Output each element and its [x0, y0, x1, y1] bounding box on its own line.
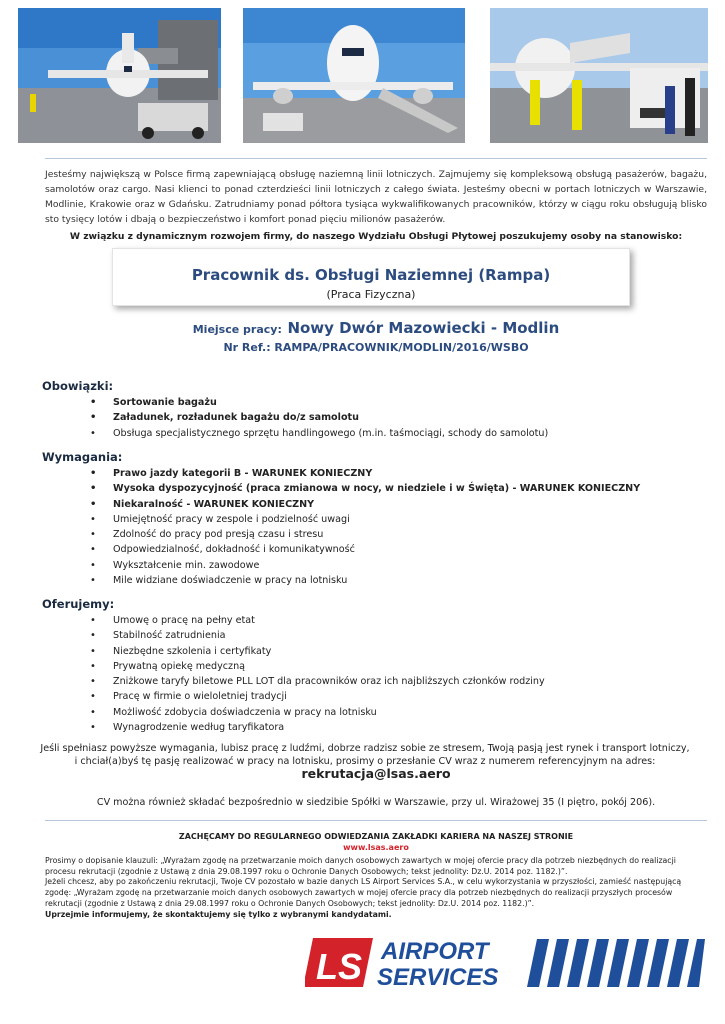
list-item: • Zniżkowe taryfy biletowe PLL LOT dla pracowników oraz ich najbliższych członków rodziny [42, 674, 682, 689]
recruitment-email-link[interactable]: rekrutacja@lsas.aero [301, 766, 451, 781]
legal-clauses [45, 856, 707, 920]
cv-note: CV można również składać bezpośrednio w siedzibie Spółki w Warszawie, przy ul. Wirażowej 35 (I piętro, pokój 206). [96, 797, 656, 808]
list-item: • Umowę o pracę na pełny etat [42, 613, 682, 628]
workplace-value: Nowy Dwór Mazowiecki - Modlin [287, 319, 560, 337]
duties-list [42, 395, 682, 441]
list-item: • Prawo jazdy kategorii B - WARUNEK KONIECZNY [42, 466, 682, 481]
website-link[interactable]: www.lsas.aero [343, 843, 409, 852]
svg-text:LS: LS [316, 946, 363, 987]
career-encourage: ZACHĘCAMY DO REGULARNEGO ODWIEDZANIA ZAKŁADKI KARIERA NA NASZEJ STRONIE [178, 832, 574, 841]
list-item: • Stabilność zatrudnienia [42, 628, 682, 643]
list-item: • Wykształcenie min. zawodowe [42, 558, 682, 573]
consent-clause: Prosimy o dopisanie klauzuli: „Wyrażam zgodę na przetwarzanie moich danych osobowych zawartych w mojej ofercie pracy dla potrzeb niezbędnych do realizacji procesu rekrutacji (zgodnie z Ustawą z dnia 29.08.1997 roku o Ochronie Danych Osobowych; tekst jednolity: Dz.U. 2014 poz. 1182.)”. [45, 856, 676, 876]
list-item: • Zdolność do pracy pod presją czasu i stresu [42, 527, 682, 542]
list-item: • Obsługa specjalistycznego sprzętu handlingowego (m.in. taśmociągi, schody do samolotu) [42, 426, 682, 441]
future-consent-clause: Jeżeli chcesz, aby po zakończeniu rekrutacji, Twoje CV pozostało w bazie danych LS Airport Services S.A., w celu wykorzystania w przyszłości, zamieść następującą zgodę: „Wyrażam zgodę na przetwarzanie moich danych osobowych zawartych w mojej ofercie pracy dla potrzeb niezbędnych do realizacji przyszłych procesów rekrutacji (zgodnie z Ustawą z dnia 29.08.1997 roku o Ochronie Danych Osobowych; tekst jednolity: Dz.U. 2014 poz. 1182.)”. [45, 877, 682, 908]
photo-strip [18, 8, 708, 143]
duties-heading: Obowiązki: [42, 379, 114, 393]
list-item: • Wysoka dyspozycyjność (praca zmianowa w nocy, w niedziele i w Święta) - WARUNEK KONIECZNY [42, 481, 682, 496]
workplace [45, 318, 707, 337]
company-intro: Jesteśmy największą w Polsce firmą zapewniającą obsługę naziemną linii lotniczych. Zajmujemy się kompleksową obsługą pasażerów, bagażu, samolotów oraz cargo. Nasi klienci to ponad czterdzieści linii lotniczych z całego świata. Jesteśmy obecni w portach lotniczych w Warszawie, Modlinie, Krakowie oraz w Gdańsku. Zatrudniamy ponad półtora tysiąca wykwalifikowanych pracowników, którzy w ciągu roku obsługują blisko sto tysięcy lotów i dbają o bezpieczeństwo i komfort ponad pięciu milionów pasażerów. [45, 169, 707, 225]
list-item: • Niezbędne szkolenia i certyfikaty [42, 644, 682, 659]
list-item: • Załadunek, rozładunek bagażu do/z samolotu [42, 410, 682, 425]
offer-list [42, 613, 682, 735]
svg-text:SERVICES: SERVICES [377, 964, 499, 990]
application-text: Jeśli spełniasz powyższe wymagania, lubisz pracę z ludźmi, dobrze radzisz sobie ze stresem, Twoją pasją jest rynek i transport lotniczy, i chciał(a)byś tę pasję realizować w pracy na lotnisku, prosimy o przesłanie CV wraz z numerem referencyjnym na adres: [40, 743, 690, 767]
list-item: • Niekaralność - WARUNEK KONIECZNY [42, 497, 682, 512]
photo-ground-crew [490, 8, 708, 143]
requirements-list [42, 466, 682, 588]
reference-number: Nr Ref.: RAMPA/PRACOWNIK/MODLIN/2016/WSBO [223, 341, 529, 354]
photo-jetbridge [18, 8, 221, 143]
position-title: Pracownik ds. Obsługi Naziemnej (Rampa) [191, 266, 551, 284]
divider-bottom [45, 820, 707, 821]
position-subtitle: (Praca Fizyczna) [326, 288, 416, 301]
ls-airport-services-logo [305, 935, 705, 990]
list-item: • Możliwość zdobycia doświadczenia w pracy na lotnisku [42, 705, 682, 720]
list-item: • Pracę w firmie o wieloletniej tradycji [42, 689, 682, 704]
position-title-box [112, 248, 630, 306]
workplace-label: Miejsce pracy: [192, 323, 282, 336]
list-item: • Prywatną opiekę medyczną [42, 659, 682, 674]
list-item: • Mile widziane doświadczenie w pracy na lotnisku [42, 573, 682, 588]
divider-top [45, 158, 707, 159]
list-item: • Sortowanie bagażu [42, 395, 682, 410]
contact-notice: Uprzejmie informujemy, że skontaktujemy się tylko z wybranymi kandydatami. [45, 909, 392, 919]
requirements-heading: Wymagania: [42, 450, 123, 464]
svg-text:AIRPORT: AIRPORT [381, 938, 489, 965]
offer-heading: Oferujemy: [42, 597, 115, 611]
requirements-section [42, 450, 682, 588]
list-item: • Umiejętność pracy w zespole i podzielność uwagi [42, 512, 682, 527]
duties-section [42, 379, 682, 441]
offer-section [42, 597, 682, 735]
list-item: • Wynagrodzenie według taryfikatora [42, 720, 682, 735]
lead-sentence: W związku z dynamicznym rozwojem firmy, do naszego Wydziału Obsługi Płytowej poszukujemy osoby na stanowisko: [69, 231, 683, 242]
list-item: • Odpowiedzialność, dokładność i komunikatywność [42, 542, 682, 557]
photo-cargo-plane [243, 8, 465, 143]
